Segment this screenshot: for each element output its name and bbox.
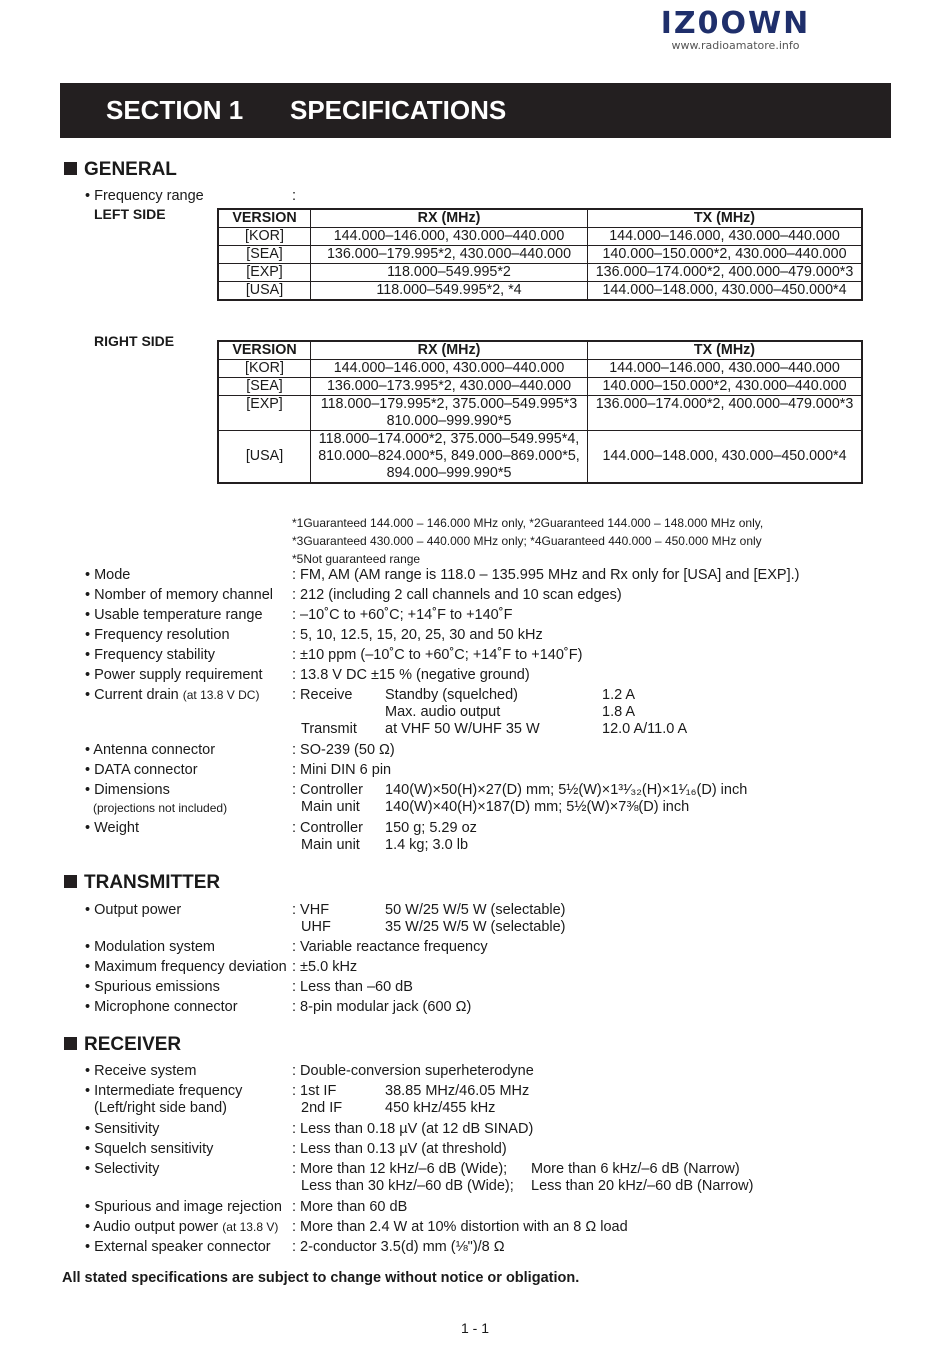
spec-label-antenna: • Antenna connector <box>85 742 216 758</box>
tx-cell: 136.000–174.000*2, 400.000–479.000*3 <box>588 396 863 431</box>
square-bullet-icon <box>64 162 77 175</box>
tx-cell: 144.000–148.000, 430.000–450.000*4 <box>588 282 863 301</box>
tx-cell: 140.000–150.000*2, 430.000–440.000 <box>588 246 863 264</box>
receiver-heading: RECEIVER <box>64 1034 181 1056</box>
header-rx: RX (MHz) <box>311 209 588 228</box>
tx-cell: 140.000–150.000*2, 430.000–440.000 <box>588 378 863 396</box>
right-side-label: RIGHT SIDE <box>94 333 175 349</box>
tx-cell: 144.000–146.000, 430.000–440.000 <box>588 228 863 246</box>
transmitter-heading: TRANSMITTER <box>64 872 220 894</box>
selectivity-narrow-6db: More than 6 kHz/–6 dB (Narrow) <box>531 1161 740 1177</box>
if-first-value: 38.85 MHz/46.05 MHz <box>385 1083 530 1099</box>
logo-text: IZ0OWN <box>660 6 811 41</box>
square-bullet-icon <box>64 875 77 888</box>
spec-value-modulation: : Variable reactance frequency <box>292 939 488 955</box>
rx-cell: 136.000–179.995*2, 430.000–440.000 <box>311 246 588 264</box>
output-uhf-value: 35 W/25 W/5 W (selectable) <box>385 919 566 935</box>
frequency-range-colon: : <box>292 188 297 204</box>
table-header-row <box>218 341 862 360</box>
spec-value-memory: : 212 (including 2 call channels and 10 scan edges) <box>292 587 622 603</box>
dims-main-label: Main unit <box>301 799 360 815</box>
spec-value-mode: : FM, AM (AM range is 118.0 – 135.995 MHz and Rx only for [USA] and [EXP].) <box>292 567 800 583</box>
spec-value-antenna: : SO-239 (50 Ω) <box>292 742 395 758</box>
selectivity-wide-6db: : More than 12 kHz/–6 dB (Wide); <box>292 1161 508 1177</box>
current-drain-note: (at 13.8 V DC) <box>182 688 260 702</box>
spec-value-temperature: : –10˚C to +60˚C; +14˚F to +140˚F <box>292 607 513 623</box>
frequency-range-label: • Frequency range <box>85 188 204 204</box>
spec-value-squelch: : Less than 0.13 µV (at threshold) <box>292 1141 507 1157</box>
dims-controller-label: : Controller <box>292 782 363 798</box>
spec-label-data-connector: • DATA connector <box>85 762 198 778</box>
spec-label-microphone: • Microphone connector <box>85 999 238 1015</box>
spec-label-memory: • Nomber of memory channel <box>85 587 274 603</box>
weight-main-value: 1.4 kg; 3.0 lb <box>385 837 469 853</box>
current-transmit-label: Transmit <box>301 721 357 737</box>
logo <box>628 8 843 52</box>
table-row <box>218 228 862 246</box>
logo-url: www.radioamatore.info <box>671 39 800 52</box>
table-header-row <box>218 209 862 228</box>
footnotes <box>292 514 763 568</box>
current-transmit-value: 12.0 A/11.0 A <box>602 721 688 737</box>
spec-value-audio-output: : More than 2.4 W at 10% distortion with an 8 Ω load <box>292 1219 628 1235</box>
version-cell: [USA] <box>218 431 311 484</box>
header-version: VERSION <box>218 341 311 360</box>
current-receive-label: : Receive <box>292 687 353 703</box>
spec-value-receive-system: : Double-conversion superheterodyne <box>292 1063 534 1079</box>
dims-controller-value: 140(W)×50(H)×27(D) mm; 5½(W)×1³¹⁄₃₂(H)×1¹⁄₁₆(D) inch <box>385 782 748 798</box>
spec-label-squelch: • Squelch sensitivity <box>85 1141 214 1157</box>
selectivity-wide-60db: Less than 30 kHz/–60 dB (Wide); <box>301 1178 514 1194</box>
header-tx: TX (MHz) <box>588 341 863 360</box>
version-cell: [USA] <box>218 282 311 301</box>
section-number: SECTION 1 <box>106 95 244 125</box>
spec-label-stability: • Frequency stability <box>85 647 215 663</box>
current-standby: Standby (squelched) <box>385 687 518 703</box>
footnote-line: *1Guaranteed 144.000 – 146.000 MHz only, *2Guaranteed 144.000 – 148.000 MHz only, <box>292 516 764 530</box>
square-bullet-icon <box>64 1037 77 1050</box>
table-row <box>218 282 862 301</box>
spec-label-temperature: • Usable temperature range <box>85 607 263 623</box>
spec-label-power-supply: • Power supply requirement <box>85 667 263 683</box>
spec-label-audio-output: • Audio output power (at 13.8 V) <box>85 1219 279 1235</box>
spec-label-sensitivity: • Sensitivity <box>85 1121 160 1137</box>
version-cell: [SEA] <box>218 246 311 264</box>
table-row <box>218 378 862 396</box>
selectivity-narrow-60db: Less than 20 kHz/–60 dB (Narrow) <box>531 1178 754 1194</box>
disclaimer: All stated specifications are subject to change without notice or obligation. <box>62 1270 580 1286</box>
spec-label-ext-speaker: • External speaker connector <box>85 1239 271 1255</box>
version-cell: [EXP] <box>218 264 311 282</box>
spec-label-resolution: • Frequency resolution <box>85 627 230 643</box>
rx-cell: 118.000–549.995*2 <box>311 264 588 282</box>
right-side-table <box>217 340 863 484</box>
output-vhf-label: : VHF <box>292 902 330 918</box>
left-side-label: LEFT SIDE <box>94 206 166 222</box>
spec-value-stability: : ±10 ppm (–10˚C to +60˚C; +14˚F to +140˚F) <box>292 647 583 663</box>
left-side-table <box>217 208 863 301</box>
tx-cell: 136.000–174.000*2, 400.000–479.000*3 <box>588 264 863 282</box>
spec-value-deviation: : ±5.0 kHz <box>292 959 358 975</box>
spec-value-sensitivity: : Less than 0.18 µV (at 12 dB SINAD) <box>292 1121 534 1137</box>
weight-controller-label: : Controller <box>292 820 363 836</box>
spec-value-power-supply: : 13.8 V DC ±15 % (negative ground) <box>292 667 530 683</box>
spec-label-spurious: • Spurious emissions <box>85 979 220 995</box>
page-number: 1 - 1 <box>461 1320 490 1336</box>
output-uhf-label: UHF <box>301 919 331 935</box>
table-row <box>218 396 862 431</box>
spec-value-microphone: : 8-pin modular jack (600 Ω) <box>292 999 472 1015</box>
spec-label-dimensions: • Dimensions <box>85 782 170 798</box>
if-second-value: 450 kHz/455 kHz <box>385 1100 496 1116</box>
general-heading: GENERAL <box>64 159 177 181</box>
spec-label-deviation: • Maximum frequency deviation <box>85 959 287 975</box>
rx-cell: 144.000–146.000, 430.000–440.000 <box>311 360 588 378</box>
section-title: SPECIFICATIONS <box>290 95 507 125</box>
spec-value-ext-speaker: : 2-conductor 3.5(d) mm (⅛")/8 Ω <box>292 1239 505 1255</box>
spec-label-output-power: • Output power <box>85 902 182 918</box>
current-max-audio-value: 1.8 A <box>602 704 636 720</box>
table-row <box>218 431 862 484</box>
output-vhf-value: 50 W/25 W/5 W (selectable) <box>385 902 566 918</box>
spec-value-resolution: : 5, 10, 12.5, 15, 20, 25, 30 and 50 kHz <box>292 627 543 643</box>
if-second-label: 2nd IF <box>301 1100 343 1116</box>
current-transmit: at VHF 50 W/UHF 35 W <box>385 721 540 737</box>
table-row <box>218 246 862 264</box>
footnote-line: *3Guaranteed 430.000 – 440.000 MHz only; *4Guaranteed 440.000 – 450.000 MHz only <box>292 534 762 548</box>
section-banner <box>60 83 891 138</box>
version-cell: [KOR] <box>218 360 311 378</box>
table-row <box>218 360 862 378</box>
audio-output-note: (at 13.8 V) <box>222 1220 279 1234</box>
spec-label-weight: • Weight <box>85 820 139 836</box>
spec-label-spurious-rejection: • Spurious and image rejection <box>85 1199 282 1215</box>
rx-cell: 144.000–146.000, 430.000–440.000 <box>311 228 588 246</box>
tx-cell: 144.000–148.000, 430.000–450.000*4 <box>588 431 863 484</box>
spec-value-data-connector: : Mini DIN 6 pin <box>292 762 392 778</box>
rx-cell: 118.000–549.995*2, *4 <box>311 282 588 301</box>
spec-value-spurious-rejection: : More than 60 dB <box>292 1199 408 1215</box>
current-standby-value: 1.2 A <box>602 687 636 703</box>
table-row <box>218 264 862 282</box>
spec-label-if: • Intermediate frequency <box>85 1083 243 1099</box>
rx-cell: 118.000–179.995*2, 375.000–549.995*3 810.000–999.990*5 <box>311 396 588 431</box>
footnote-line: *5Not guaranteed range <box>292 552 421 566</box>
header-version: VERSION <box>218 209 311 228</box>
dims-main-value: 140(W)×40(H)×187(D) mm; 5½(W)×7⅜(D) inch <box>385 799 690 815</box>
if-first-label: : 1st IF <box>292 1083 337 1099</box>
spec-label-selectivity: • Selectivity <box>85 1161 160 1177</box>
spec-label-modulation: • Modulation system <box>85 939 215 955</box>
weight-main-label: Main unit <box>301 837 360 853</box>
spec-label-mode: • Mode <box>85 567 131 583</box>
version-cell: [SEA] <box>218 378 311 396</box>
rx-cell: 136.000–173.995*2, 430.000–440.000 <box>311 378 588 396</box>
header-tx: TX (MHz) <box>588 209 863 228</box>
version-cell: [EXP] <box>218 396 311 431</box>
rx-cell: 118.000–174.000*2, 375.000–549.995*4, 810.000–824.000*5, 849.000–869.000*5, 894.000–999.990*5 <box>311 431 588 484</box>
dimensions-note: (projections not included) <box>93 801 228 815</box>
weight-controller-value: 150 g; 5.29 oz <box>385 820 477 836</box>
header-rx: RX (MHz) <box>311 341 588 360</box>
spec-value-spurious: : Less than –60 dB <box>292 979 413 995</box>
tx-cell: 144.000–146.000, 430.000–440.000 <box>588 360 863 378</box>
spec-label-current-drain: • Current drain (at 13.8 V DC) <box>85 687 260 703</box>
version-cell: [KOR] <box>218 228 311 246</box>
current-max-audio: Max. audio output <box>385 704 501 720</box>
spec-label-receive-system: • Receive system <box>85 1063 197 1079</box>
if-sub-label: (Left/right side band) <box>94 1100 227 1116</box>
